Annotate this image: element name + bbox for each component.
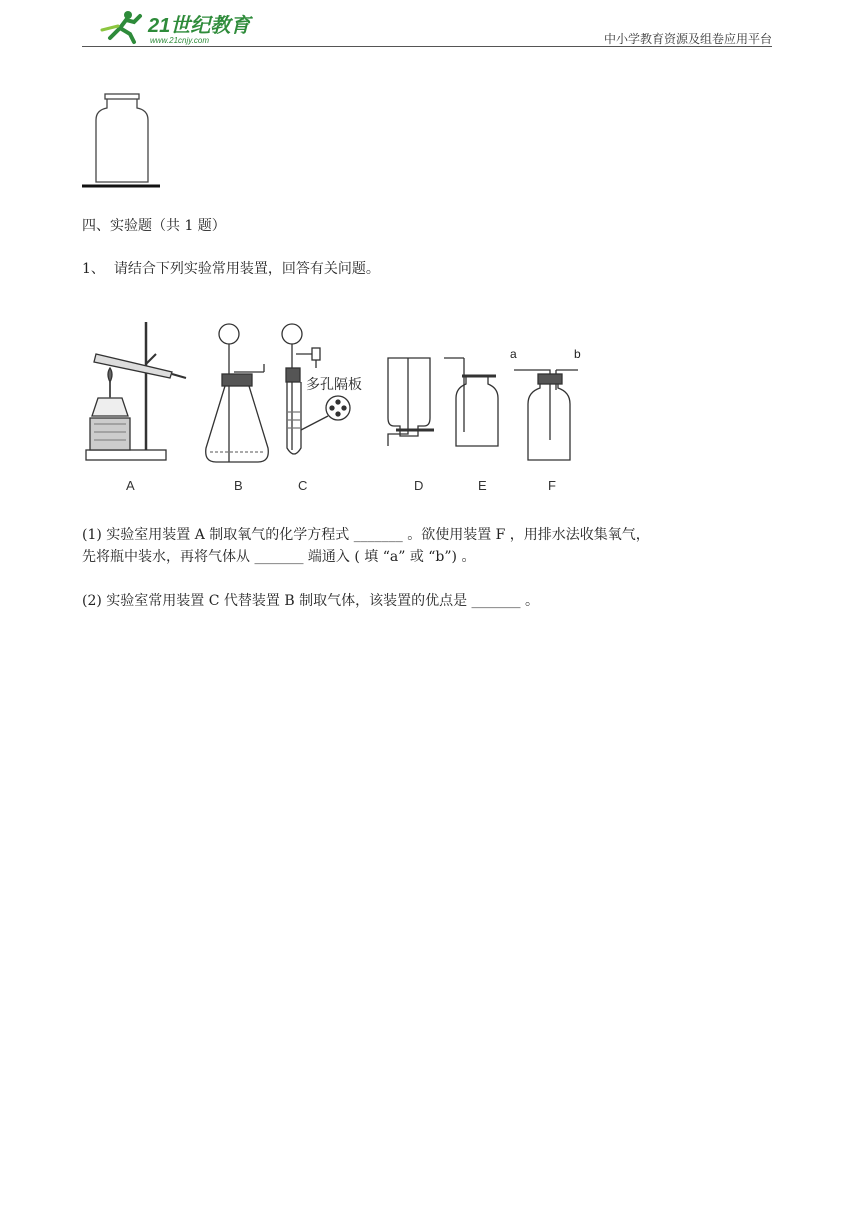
sub-question-2: (2) 实验室常用装置 C 代替装置 B 制取气体，该装置的优点是 _______ 。 [82, 593, 539, 609]
logo-text: 21世纪教育 [148, 15, 251, 37]
label-e: E [478, 478, 487, 493]
label-d: D [414, 478, 424, 493]
apparatus-e [444, 358, 498, 446]
port-label-a: a [510, 347, 517, 361]
port-label-b: b [574, 347, 581, 361]
apparatus-d [388, 358, 434, 446]
logo-url: www.21cnjy.com [150, 36, 209, 45]
sub-question-1-line-1: (1) 实验室用装置 A 制取氧气的化学方程式 _______ 。欲使用装置 F ，用排水法收集氧气， [82, 527, 650, 543]
question-stem [82, 258, 380, 280]
porous-plate-label: 多孔隔板 [306, 377, 362, 393]
apparatus-a [86, 322, 186, 460]
apparatus-f [514, 370, 578, 460]
wide-mouth-bottle-figure [82, 92, 162, 190]
page-header [82, 8, 772, 47]
label-b: B [234, 478, 243, 493]
platform-title: 中小学教育资源及组卷应用平台 [603, 32, 772, 46]
runner-icon [102, 11, 140, 42]
question-number: 1、 [82, 261, 105, 277]
21cnjy-logo [90, 8, 290, 46]
label-f: F [548, 478, 556, 493]
label-a: A [126, 478, 135, 493]
question-text: 请结合下列实验常用装置，回答有关问题。 [113, 261, 380, 277]
section-title: 四、实验题（共 1 题） [82, 218, 226, 234]
sub-question-1-line-2: 先将瓶中装水，再将气体从 _______ 端通入 ( 填 “a” 或 “b”) 。 [82, 549, 476, 565]
label-c: C [298, 478, 308, 493]
apparatus-figure [82, 312, 602, 472]
apparatus-b [206, 324, 269, 462]
